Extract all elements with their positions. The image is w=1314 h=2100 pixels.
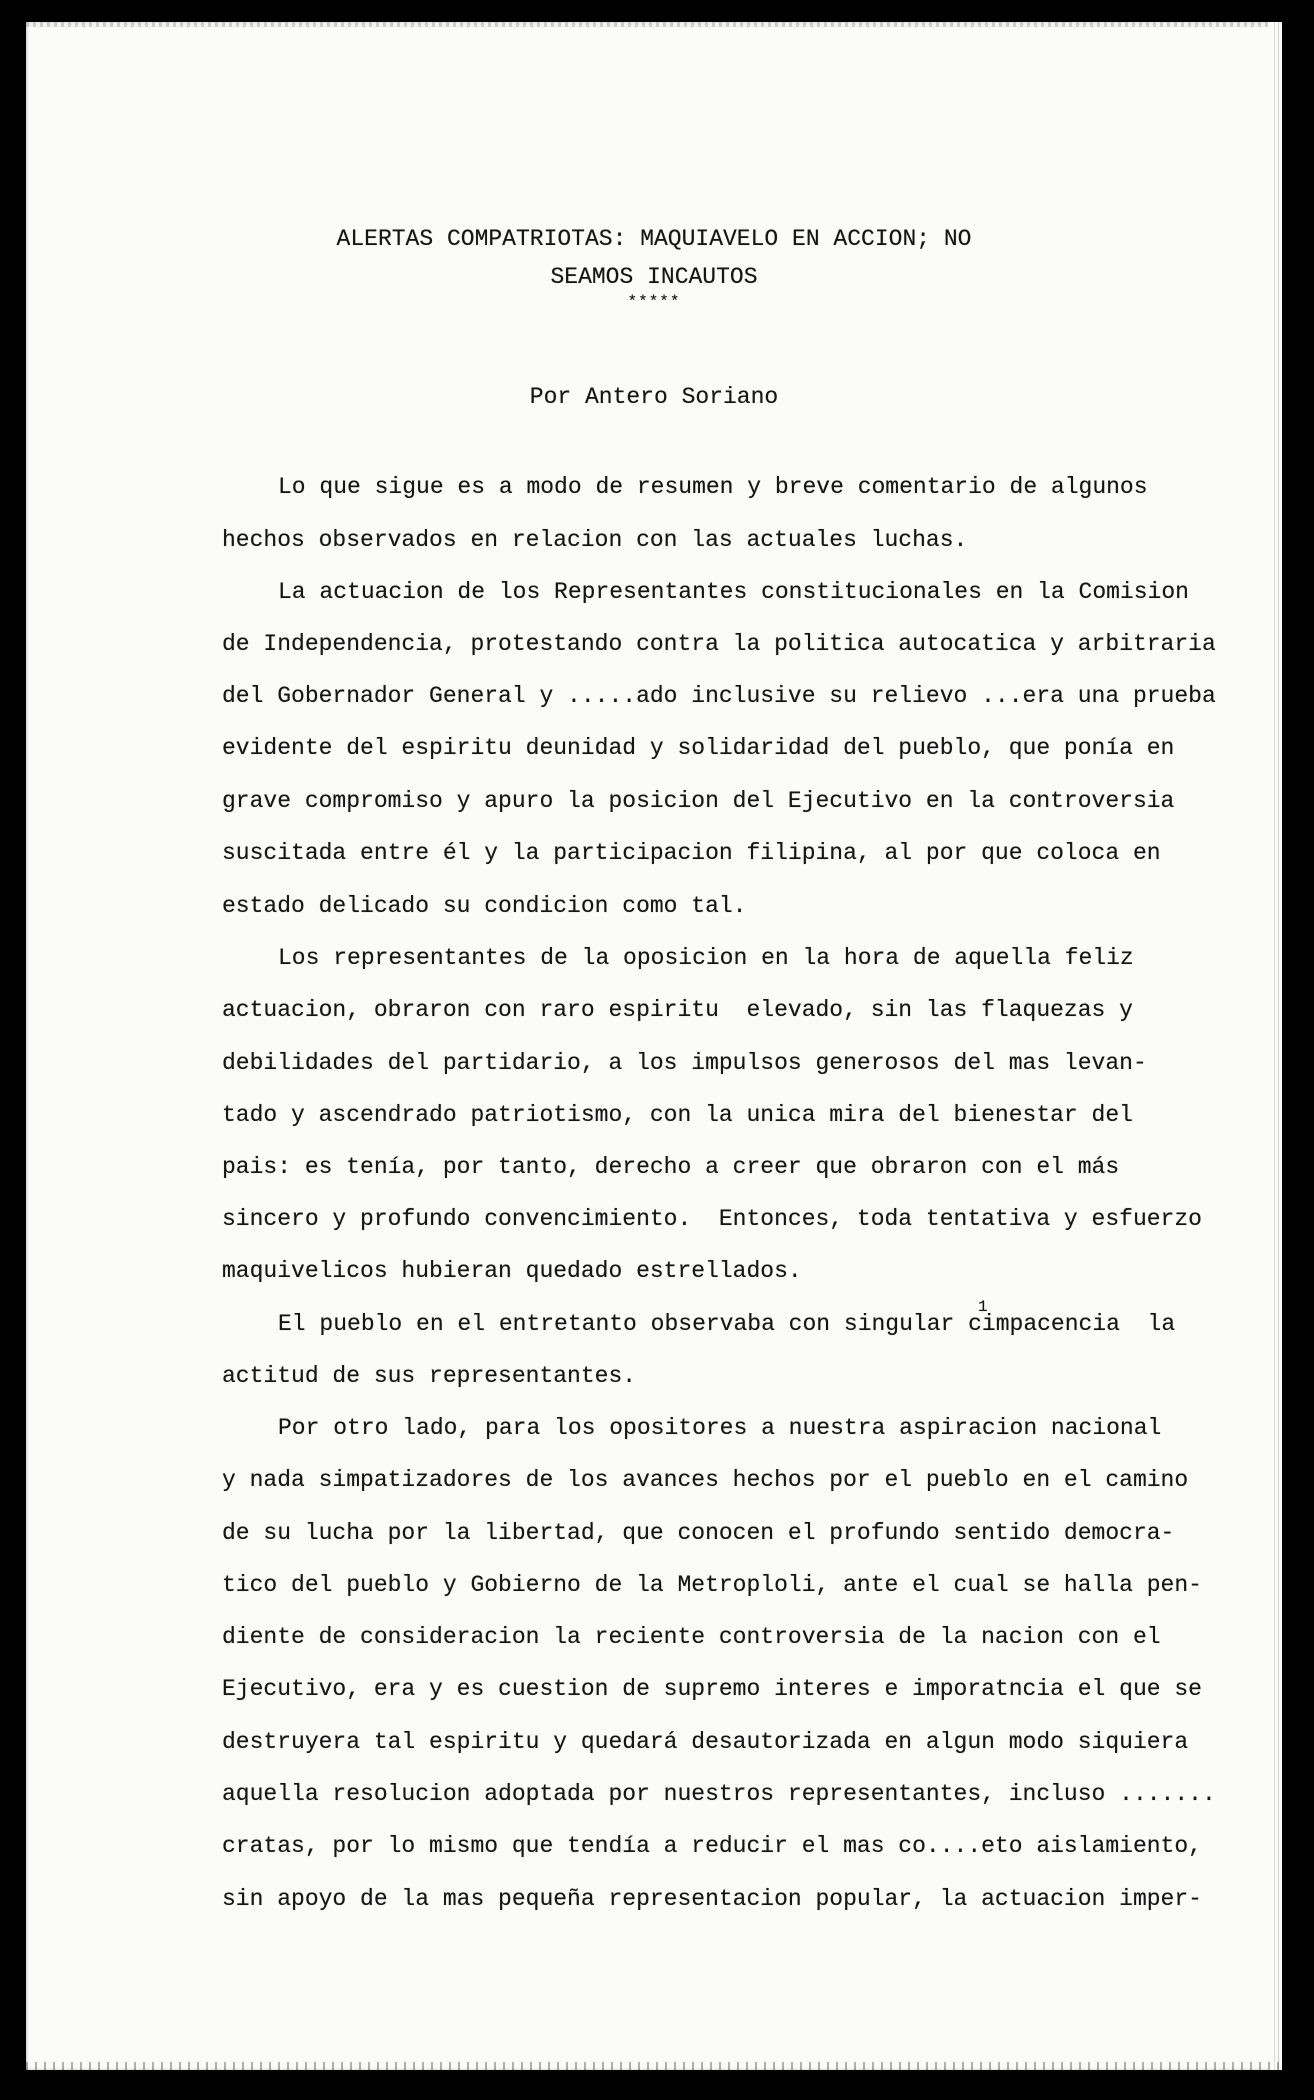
title-line-2: SEAMOS INCAUTOS	[550, 264, 758, 290]
title-stars: *****	[627, 293, 681, 311]
body-line: actuacion, obraron con raro espiritu elevado, sin las flaquezas y	[222, 997, 1133, 1023]
body-line: destruyera tal espiritu y quedará desautorizada en algun modo siquiera	[222, 1729, 1189, 1755]
body-line: sincero y profundo convencimiento. Entonces, toda tentativa y esfuerzo	[222, 1206, 1202, 1232]
body-line: actitud de sus representantes.	[222, 1363, 637, 1389]
body-line: Ejecutivo, era y es cuestion de supremo interes e imporatncia el que se	[222, 1676, 1202, 1702]
footnote-mark: 1	[978, 1298, 988, 1316]
body-line: tado y ascendrado patriotismo, con la unica mira del bienestar del	[222, 1102, 1133, 1128]
body-line: Lo que sigue es a modo de resumen y breve comentario de algunos	[278, 474, 1148, 500]
body-line: Por otro lado, para los opositores a nuestra aspiracion nacional	[278, 1415, 1162, 1441]
body-line: evidente del espiritu deunidad y solidaridad del pueblo, que ponía en	[222, 735, 1175, 761]
title-line-1: ALERTAS COMPATRIOTAS: MAQUIAVELO EN ACCION; NO	[336, 226, 972, 252]
body-line: hechos observados en relacion con las actuales luchas.	[222, 527, 968, 553]
body-line: debilidades del partidario, a los impulsos generosos del mas levan-	[222, 1050, 1147, 1076]
body-line: aquella resolucion adoptada por nuestros representantes, incluso .......	[222, 1781, 1216, 1807]
paper-bottom-edge	[26, 2062, 1282, 2070]
body-line: estado delicado su condicion como tal.	[222, 893, 747, 919]
paper-right-edge	[1268, 22, 1282, 2070]
body-line: Los representantes de la oposicion en la hora de aquella feliz	[278, 945, 1134, 971]
body-line: y nada simpatizadores de los avances hechos por el pueblo en el camino	[222, 1467, 1189, 1493]
body-line: La actuacion de los Representantes constitucionales en la Comision	[278, 579, 1189, 605]
body-line: del Gobernador General y .....ado inclusive su relievo ...era una prueba	[222, 683, 1216, 709]
paper-top-edge	[26, 22, 1282, 27]
body-line: de Independencia, protestando contra la politica autocatica y arbitraria	[222, 631, 1216, 657]
body-line: cratas, por lo mismo que tendía a reducir el mas co....eto aislamiento,	[222, 1833, 1202, 1859]
body-line: suscitada entre él y la participacion filipina, al por que coloca en	[222, 840, 1161, 866]
body-line: pais: es tenía, por tanto, derecho a creer que obraron con el más	[222, 1154, 1120, 1180]
body-line: grave compromiso y apuro la posicion del Ejecutivo en la controversia	[222, 788, 1175, 814]
body-line: diente de consideracion la reciente controversia de la nacion con el	[222, 1624, 1161, 1650]
body-line: El pueblo en el entretanto observaba con singular cimpacencia la	[278, 1311, 1176, 1337]
paper-sheet	[26, 22, 1282, 2070]
body-line: de su lucha por la libertad, que conocen el profundo sentido democra-	[222, 1520, 1175, 1546]
body-line: maquivelicos hubieran quedado estrellados.	[222, 1258, 802, 1284]
byline: Por Antero Soriano	[529, 384, 779, 410]
body-line: tico del pueblo y Gobierno de la Metroploli, ante el cual se halla pen-	[222, 1572, 1202, 1598]
body-line: sin apoyo de la mas pequeña representacion popular, la actuacion imper-	[222, 1886, 1202, 1912]
